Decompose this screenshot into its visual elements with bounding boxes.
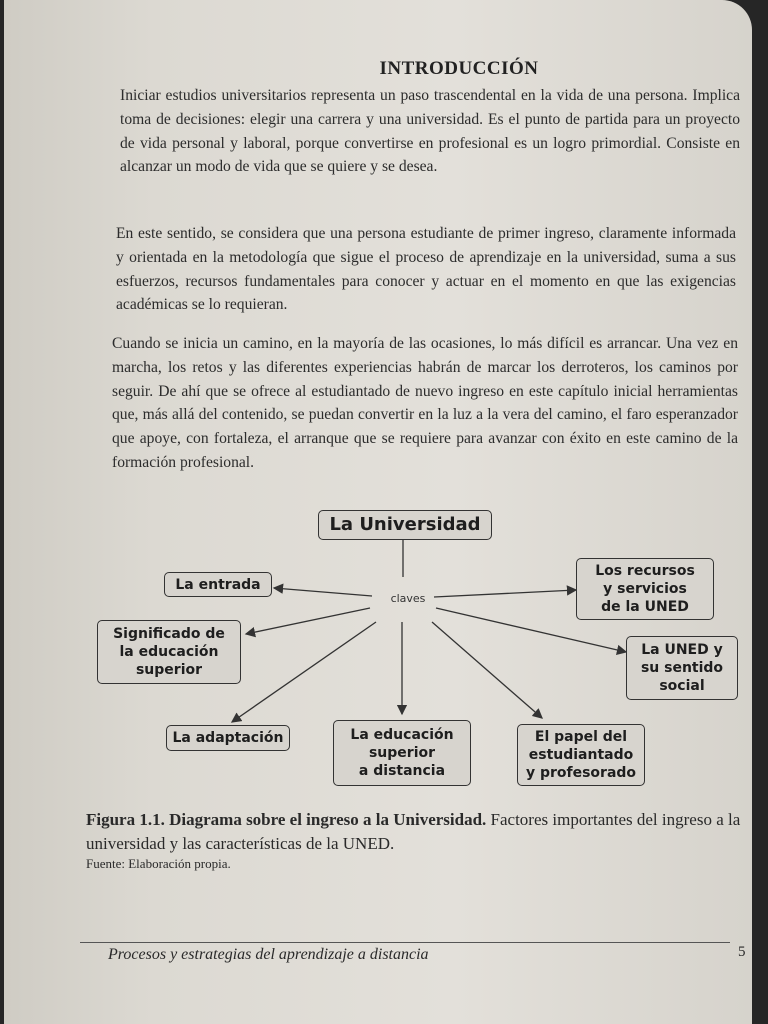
arrow-recursos [434, 590, 576, 597]
footer-divider [80, 942, 730, 943]
connector-label: claves [390, 592, 426, 605]
paragraph-3: Cuando se inicia un camino, en la mayoría de las ocasiones, lo más difícil es arrancar. Una vez en marcha, los retos y las diferentes experiencias habrán de marcar los derroteros, los caminos por seguir. De ahí que se ofrece al estudiantado de nuevo ingreso en este capítulo inicial herramientas que, más allá del contenido, se puedan convertir en la luz a la vera del camino, el faro esperanzador que apoye, con fortaleza, el arranque que se requiere para avanzar con éxito en este camino de la formación profesional. [112, 335, 738, 471]
node-la-entrada: La entrada [164, 572, 272, 597]
node-la-universidad: La Universidad [318, 510, 492, 540]
page-number: 5 [738, 944, 746, 960]
node-papel-estudiantado: El papel del estudiantado y profesorado [517, 724, 645, 786]
node-recursos-servicios: Los recursos y servicios de la UNED [576, 558, 714, 620]
caption-label: Figura 1.1. Diagrama sobre el ingreso a la Universidad. [86, 810, 487, 829]
figure-source: Fuente: Elaboración propia. [86, 856, 231, 871]
node-la-adaptacion: La adaptación [166, 725, 290, 751]
figure-caption [86, 808, 752, 856]
running-footer: Procesos y estrategias del aprendizaje a distancia [108, 946, 429, 963]
paragraph-1: Iniciar estudios universitarios representa un paso trascendental en la vida de una persona. Implica toma de decisiones: elegir una carrera y una universidad. Es el punto de partida para un proyecto de vida personal y laboral, porque convertirse en profesional es un logro primordial. Consiste en alcanzar un modo de vida que se quiere y se desea. [120, 87, 740, 176]
paragraph-2: En este sentido, se considera que una persona estudiante de primer ingreso, claramente informada y orientada en la metodología que sigue el proceso de aprendizaje en la universidad, suma a sus esfuerzos, recursos fundamentales para conocer y actuar en el momento en que las exigencias académicas se lo requieran. [116, 225, 736, 314]
node-uned-sentido-social: La UNED y su sentido social [626, 636, 738, 700]
page-heading: INTRODUCCIÓN [379, 58, 539, 79]
arrow-adaptacion [232, 622, 376, 722]
arrow-entrada [274, 588, 372, 596]
arrow-papel [432, 622, 542, 718]
node-significado: Significado de la educación superior [97, 620, 241, 684]
arrow-significado [246, 608, 370, 634]
node-educacion-distancia: La educación superior a distancia [333, 720, 471, 786]
caption-text: Factores importantes del ingreso a la universidad y las características de la UNED. [86, 810, 741, 853]
book-page [4, 0, 752, 1024]
